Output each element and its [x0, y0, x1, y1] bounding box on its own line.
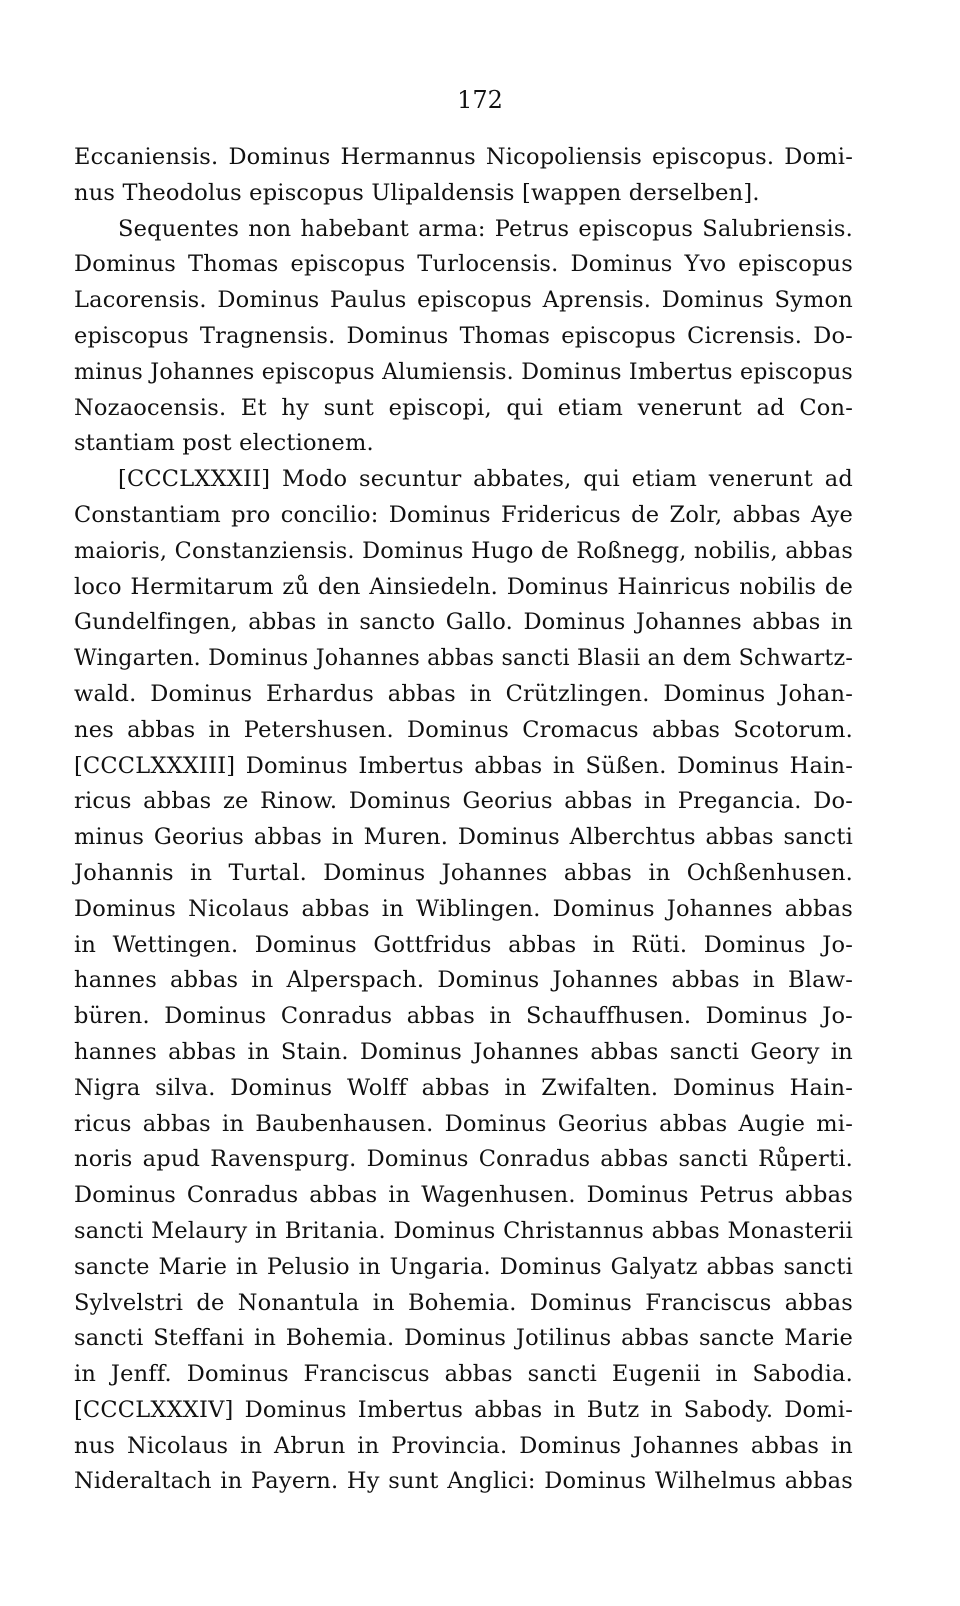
text-line: nes abbas in Petershusen. Dominus Cromacus abbas Scotorum.	[74, 716, 853, 743]
text-line: Nideraltach in Payern. Hy sunt Anglici: Dominus Wilhelmus abbas	[74, 1468, 853, 1495]
text-line: hannes abbas in Alperspach. Dominus Johannes abbas in Blaw-	[74, 967, 853, 994]
text-line: ricus abbas ze Rinow. Dominus Georius abbas in Pregancia. Do-	[74, 788, 853, 815]
body-text	[74, 140, 853, 1500]
text-line: sancte Marie in Pelusio in Ungaria. Dominus Galyatz abbas sancti	[74, 1253, 853, 1280]
text-line: Sylvelstri de Nonantula in Bohemia. Dominus Franciscus abbas	[74, 1289, 853, 1316]
text-line: Dominus Conradus abbas in Wagenhusen. Dominus Petrus abbas	[74, 1182, 853, 1209]
text-line: episcopus Tragnensis. Dominus Thomas episcopus Cicrensis. Do-	[74, 322, 853, 349]
text-line: Johannis in Turtal. Dominus Johannes abbas in Ochßenhusen.	[74, 859, 853, 886]
text-line: [CCCLXXXII] Modo secuntur abbates, qui etiam venerunt ad	[118, 466, 853, 493]
text-line: hannes abbas in Stain. Dominus Johannes abbas sancti Geory in	[74, 1038, 853, 1065]
text-line: [CCCLXXXIII] Dominus Imbertus abbas in Süßen. Dominus Hain-	[74, 752, 853, 779]
text-line: in Jenff. Dominus Franciscus abbas sancti Eugenii in Sabodia.	[74, 1361, 853, 1388]
text-line: in Wettingen. Dominus Gottfridus abbas in Rüti. Dominus Jo-	[74, 931, 853, 958]
text-line: Dominus Thomas episcopus Turlocensis. Dominus Yvo episcopus	[74, 251, 853, 278]
text-line: [CCCLXXXIV] Dominus Imbertus abbas in Butz in Sabody. Domi-	[74, 1396, 853, 1423]
text-line: Lacorensis. Dominus Paulus episcopus Aprensis. Dominus Symon	[74, 287, 853, 314]
text-line: Nigra silva. Dominus Wolff abbas in Zwifalten. Dominus Hain-	[74, 1074, 853, 1101]
text-line: Dominus Nicolaus abbas in Wiblingen. Dominus Johannes abbas	[74, 895, 853, 922]
text-line: loco Hermitarum zů den Ainsiedeln. Dominus Hainricus nobilis de	[74, 573, 853, 600]
text-line: Sequentes non habebant arma: Petrus episcopus Salubriensis.	[118, 215, 853, 242]
text-line: stantiam post electionem.	[74, 430, 374, 457]
text-line: Wingarten. Dominus Johannes abbas sancti Blasii an dem Schwartz-	[74, 645, 853, 672]
text-line: sancti Melaury in Britania. Dominus Christannus abbas Monasterii	[74, 1217, 853, 1244]
text-line: wald. Dominus Erhardus abbas in Crützlingen. Dominus Johan-	[74, 680, 853, 707]
text-line: nus Theodolus episcopus Ulipaldensis [wappen derselben].	[74, 179, 760, 206]
text-line: nus Nicolaus in Abrun in Provincia. Dominus Johannes abbas in	[74, 1432, 853, 1459]
text-line: Gundelfingen, abbas in sancto Gallo. Dominus Johannes abbas in	[74, 609, 853, 636]
text-line: ricus abbas in Baubenhausen. Dominus Georius abbas Augie mi-	[74, 1110, 853, 1137]
text-line: büren. Dominus Conradus abbas in Schauffhusen. Dominus Jo-	[74, 1003, 853, 1030]
page-number: 172	[457, 86, 503, 114]
text-line: minus Johannes episcopus Alumiensis. Dominus Imbertus episcopus	[74, 358, 853, 385]
text-line: Constantiam pro concilio: Dominus Fridericus de Zolr, abbas Aye	[74, 501, 853, 528]
text-line: maioris, Constanziensis. Dominus Hugo de Roßnegg, nobilis, abbas	[74, 537, 853, 564]
text-line: Nozaocensis. Et hy sunt episcopi, qui etiam venerunt ad Con-	[74, 394, 853, 421]
text-line: Eccaniensis. Dominus Hermannus Nicopoliensis episcopus. Domi-	[74, 144, 853, 170]
text-line: noris apud Ravenspurg. Dominus Conradus abbas sancti Růperti.	[74, 1146, 853, 1173]
text-line: minus Georius abbas in Muren. Dominus Alberchtus abbas sancti	[74, 824, 853, 851]
text-line: sancti Steffani in Bohemia. Dominus Jotilinus abbas sancte Marie	[74, 1325, 853, 1352]
